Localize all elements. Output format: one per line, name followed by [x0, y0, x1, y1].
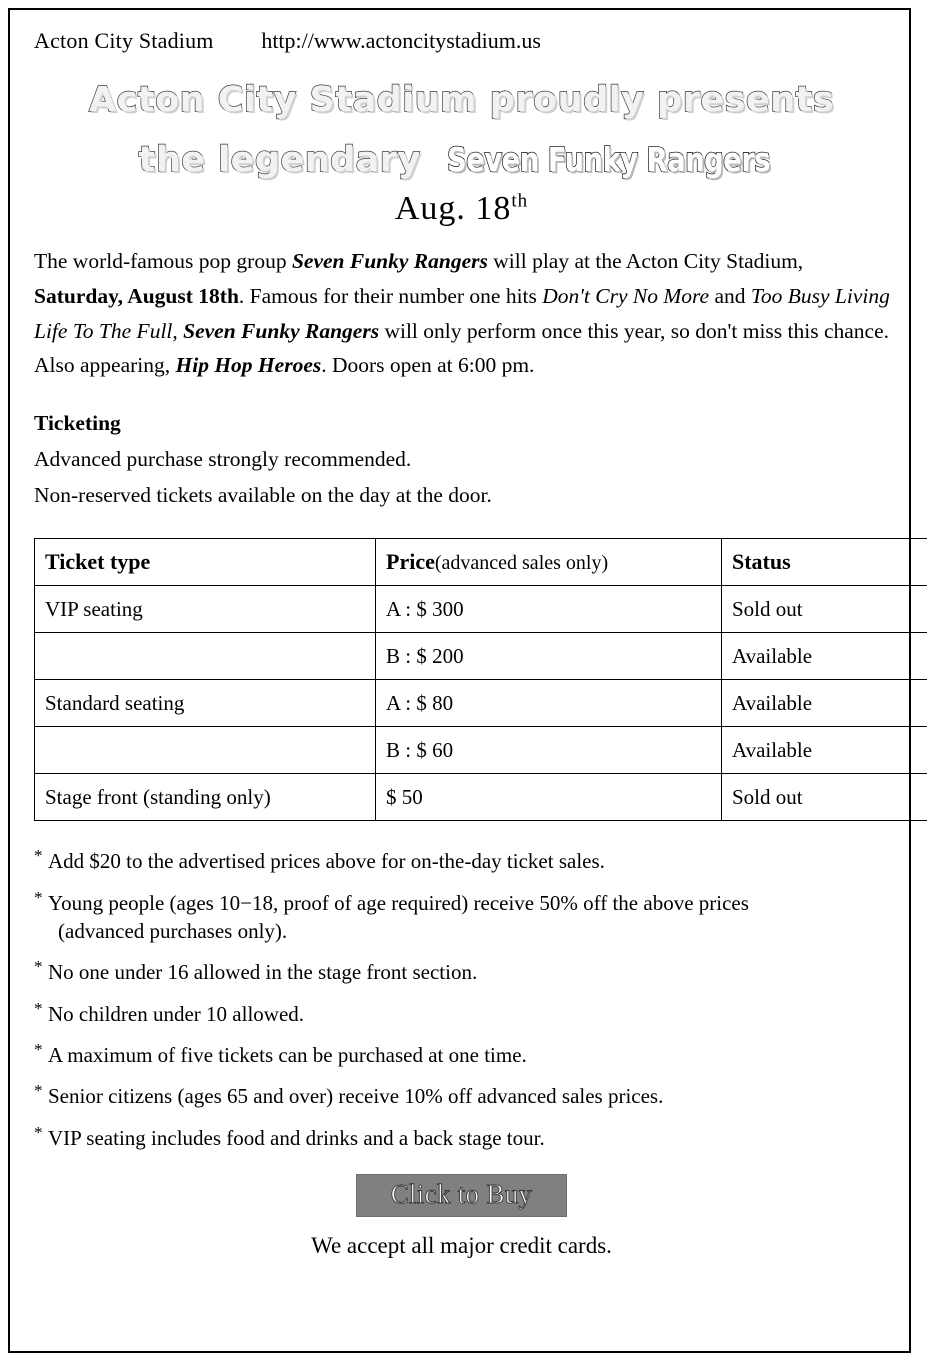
intro-text-1: The world-famous pop group: [34, 249, 292, 273]
note-text: Senior citizens (ages 65 and over) receive 10% off advanced sales prices.: [48, 1084, 664, 1109]
note-item: [34, 1041, 889, 1069]
intro-day: Saturday, August 18th: [34, 283, 239, 308]
click-to-buy-button[interactable]: Click to Buy: [356, 1174, 568, 1217]
cell-price: B : $ 60: [376, 727, 722, 774]
venue-name: Acton City Stadium: [34, 28, 214, 53]
intro-text-4: and: [709, 283, 751, 308]
note-text: No one under 16 allowed in the stage front section.: [48, 960, 478, 985]
note-item: [34, 847, 889, 875]
venue-url[interactable]: http://www.actoncitystadium.us: [261, 28, 541, 53]
intro-text-3: . Famous for their number one hits: [238, 283, 543, 308]
table-header-row: [35, 539, 927, 586]
note-text: No children under 10 allowed.: [48, 1001, 305, 1026]
intro-song-2: Too Busy Living Life To The Full: [34, 283, 890, 343]
cell-price: A : $ 300: [376, 586, 722, 633]
headline-prefix: the legendary: [138, 140, 434, 180]
table-row: [35, 727, 927, 774]
event-date: [34, 190, 889, 228]
cell-ticket-type: Stage front (standing only): [35, 774, 376, 821]
asterisk-icon: *: [34, 1081, 43, 1101]
note-item: [34, 1082, 889, 1110]
asterisk-icon: *: [34, 998, 43, 1018]
note-text: A maximum of five tickets can be purchased at one time.: [48, 1043, 527, 1068]
intro-paragraph: [34, 244, 896, 383]
cell-status: Available: [722, 680, 927, 727]
buy-section: [34, 1174, 889, 1217]
cell-price: $ 50: [376, 774, 722, 821]
asterisk-icon: *: [34, 887, 43, 907]
intro-text-5: ,: [172, 318, 184, 343]
note-continuation: (advanced purchases only).: [58, 919, 288, 943]
note-text: Add $20 to the advertised prices above for on-the-day ticket sales.: [48, 849, 605, 874]
cell-ticket-type: [35, 727, 376, 774]
ticketing-line-1: Advanced purchase strongly recommended.: [34, 447, 412, 472]
intro-song-1: Don't Cry No More: [542, 283, 710, 308]
intro-text-7: . Doors open at 6:00 pm.: [321, 353, 535, 378]
note-text: Young people (ages 10−18, proof of age required) receive 50% off the above prices: [48, 890, 749, 915]
payment-note: We accept all major credit cards.: [311, 1233, 612, 1259]
header-price-strong: Price: [386, 549, 435, 575]
cell-status: Available: [722, 633, 927, 680]
cell-ticket-type: VIP seating: [35, 586, 376, 633]
intro-text-2: will play at the Acton City Stadium,: [487, 249, 804, 273]
event-date-main: Aug. 18: [394, 190, 512, 227]
header-status: Status: [722, 539, 927, 586]
note-item: [34, 1000, 889, 1028]
intro-text-6: will only perform once this year, so don't miss this chance. Also appearing,: [34, 318, 890, 378]
page-header: [34, 28, 889, 54]
cell-price: A : $ 80: [376, 680, 722, 727]
flyer-page: [8, 8, 911, 1353]
headline-line-2: [34, 140, 889, 180]
intro-band-1: Seven Funky Rangers: [291, 249, 488, 273]
header-price-sub: (advanced sales only): [434, 552, 609, 575]
header-price: [376, 539, 722, 586]
cell-ticket-type: [35, 633, 376, 680]
note-item: [34, 1124, 889, 1152]
table-row: [35, 633, 927, 680]
ticketing-line-2: Non-reserved tickets available on the day at the door.: [34, 483, 492, 508]
table-row: [35, 586, 927, 633]
table-row: [35, 774, 927, 821]
cell-ticket-type: Standard seating: [35, 680, 376, 727]
cell-status: Sold out: [722, 774, 927, 821]
note-item: [34, 889, 889, 946]
notes-list: [34, 847, 889, 1152]
band-name-headline: Seven Funky Rangers: [447, 140, 771, 179]
cell-status: Sold out: [722, 586, 927, 633]
table-row: [35, 680, 927, 727]
headline-line-1: Acton City Stadium proudly presents: [88, 80, 835, 120]
ticket-price-table: [34, 538, 927, 821]
cell-price: B : $ 200: [376, 633, 722, 680]
note-item: [34, 958, 889, 986]
asterisk-icon: *: [34, 957, 43, 977]
intro-support-act: Hip Hop Heroes: [175, 353, 322, 378]
intro-band-2: Seven Funky Rangers: [183, 318, 380, 343]
event-date-suffix: th: [511, 190, 529, 212]
note-text: VIP seating includes food and drinks and a back stage tour.: [48, 1125, 545, 1150]
header-ticket-type: Ticket type: [35, 539, 376, 586]
cell-status: Available: [722, 727, 927, 774]
ticketing-heading: Ticketing: [34, 411, 121, 436]
asterisk-icon: *: [34, 1040, 43, 1060]
asterisk-icon: *: [34, 1122, 43, 1142]
asterisk-icon: *: [34, 846, 43, 866]
